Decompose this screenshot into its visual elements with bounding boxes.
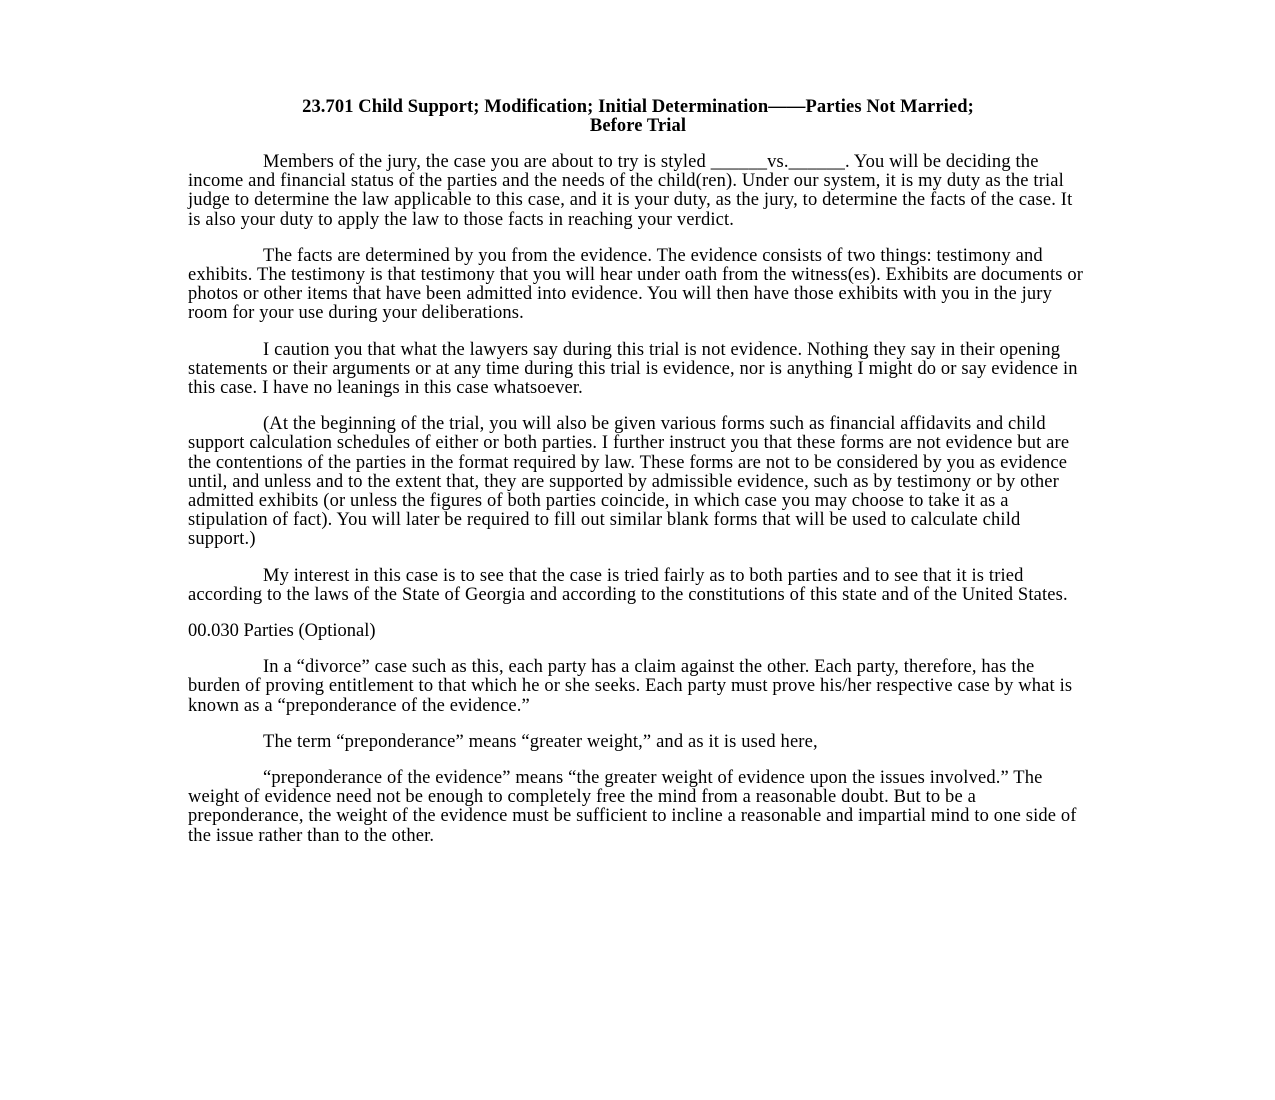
paragraph-divorce-claim: In a “divorce” case such as this, each party has a claim against the other. Each party, therefore, has the burden of proving entitlement to that which he or she seeks. Each party must prove his/her respective case by what is known as a “preponderance of the evidence.” [188,657,1073,716]
document-page [188,98,1088,863]
title-line-1: 23.701 Child Support; Modification; Initial Determination——Parties Not Married; [302,97,974,117]
document-title [188,98,1088,136]
paragraph-evidence: The facts are determined by you from the evidence. The evidence consists of two things: testimony and exhibits. The testimony is that testimony that you will hear under oath from the witness(es). Exhibits are documents or photos or other items that have been admitted into evidence. You will then have those exhibits with you in the jury room for your use during your deliberations. [188,245,1084,324]
paragraph-preponderance-term: The term “preponderance” means “greater weight,” and as it is used here, [263,731,818,752]
title-line-2: Before Trial [589,116,687,136]
paragraph-interest: My interest in this case is to see that the case is tried fairly as to both parties and to see that it is tried according to the laws of the State of Georgia and according to the constitutions of this state and of the United States. [188,565,1068,605]
paragraph-preponderance-definition: “preponderance of the evidence” means “the greater weight of evidence upon the issues involved.” The weight of evidence need not be enough to completely free the mind from a reasonable doubt. But to be a preponderance, the weight of the evidence must be sufficient to incline a reasonable and impartial mind to one side of the issue rather than to the other. [188,768,1077,846]
section-heading: 00.030 Parties (Optional) [188,621,376,642]
paragraph-case-intro: Members of the jury, the case you are about to try is styled ______vs.______. You will be deciding the income and financial status of the parties and the needs of the child(ren). Under our system, it is my duty as the trial judge to determine the law applicable to this case, and it is your duty, as the jury, to determine the facts of the case. It is also your duty to apply the law to those facts in reaching your verdict. [188,152,1073,230]
paragraph-forms: (At the beginning of the trial, you will also be given various forms such as financial affidavits and child support calculation schedules of either or both parties. I further instruct you that these forms are not evidence but are the contentions of the parties in the format required by law. These forms are not to be considered by you as evidence until, and unless and to the extent that, they are supported by admissible evidence, such as by testimony or by other admitted exhibits (or unless the figures of both parties coincide, in which case you may choose to take it as a stipulation of fact). You will later be required to fill out similar blank forms that will be used to calculate child support.) [188,414,1070,550]
paragraph-lawyers-caution: I caution you that what the lawyers say during this trial is not evidence. Nothing they say in their opening statements or their arguments or at any time during this trial is evidence, nor is anything I might do or say evidence in this case. I have no leanings in this case whatsoever. [188,339,1078,399]
